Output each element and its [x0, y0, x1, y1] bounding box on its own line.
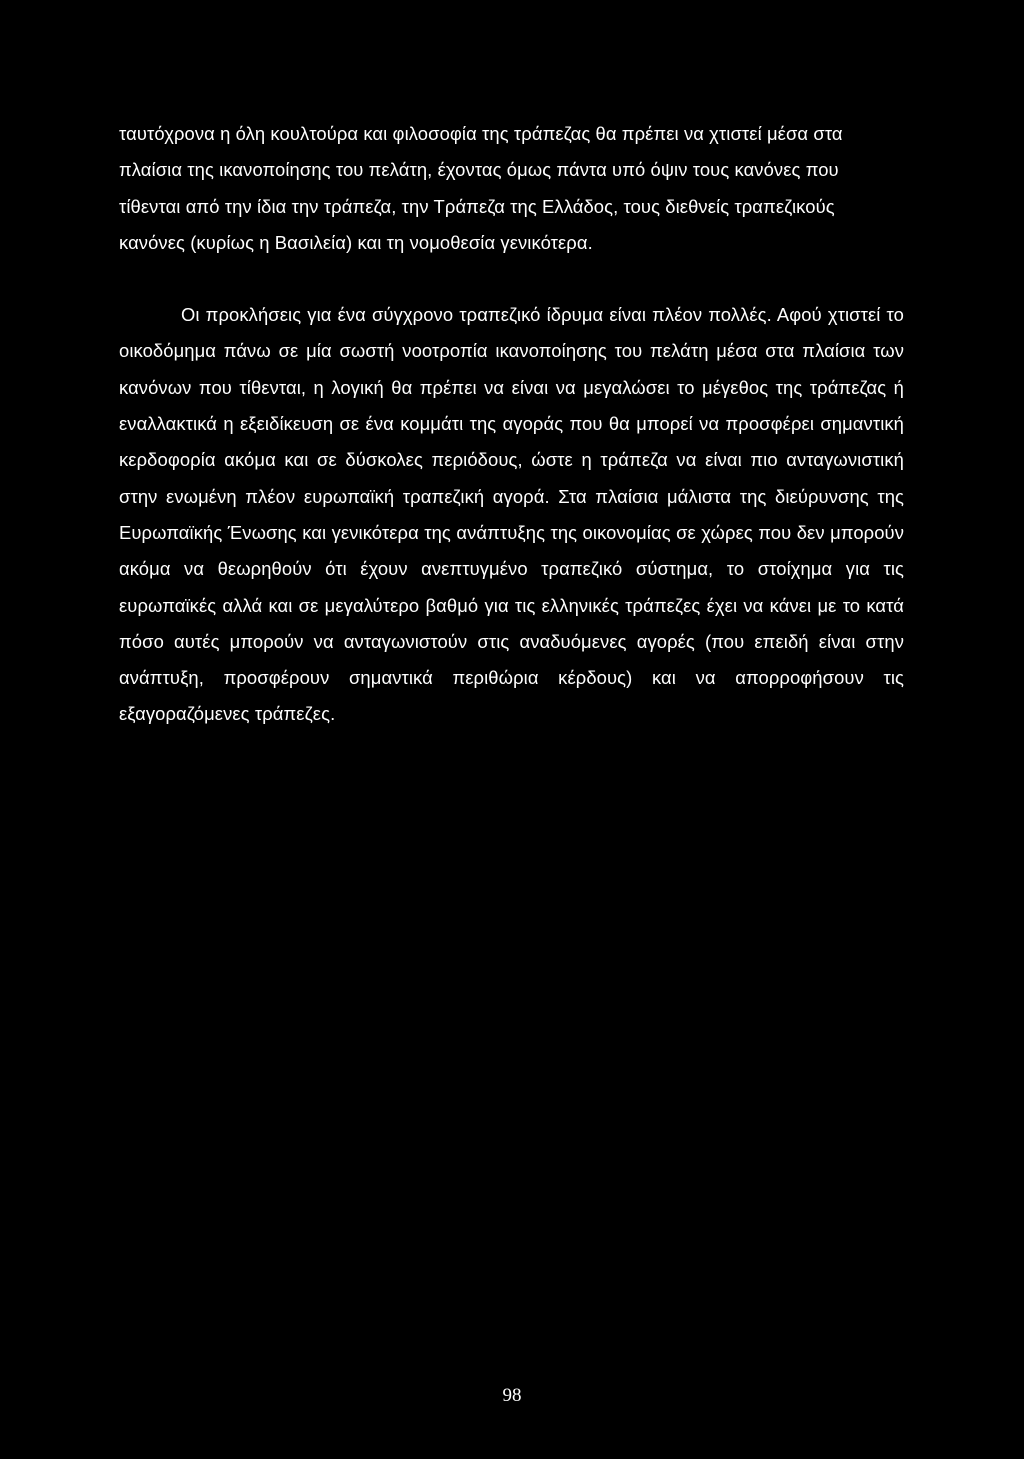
body-text	[119, 116, 904, 733]
paragraph-2-text: Οι προκλήσεις για ένα σύγχρονο τραπεζικό ίδρυμα είναι πλέον πολλές. Αφού χτιστεί το οικοδόμημα πάνω σε μία σωστή νοοτροπία ικανοποίησης του πελάτη μέσα στα πλαίσια των κανόνων που τίθενται, η λογική θα πρέπει να είναι να μεγαλώσει το μέγεθος της τράπεζας ή εναλλακτικά η εξειδίκευση σε ένα κομμάτι της αγοράς που θα μπορεί να προσφέρει σημαντική κερδοφορία ακόμα και σε δύσκολες περιόδους, ώστε η τράπεζα να είναι πιο ανταγωνιστική στην ενωμένη πλέον ευρωπαϊκή τραπεζική αγορά. Στα πλαίσια μάλιστα της διεύρυνσης της Ευρωπαϊκής Ένωσης και γενικότερα της ανάπτυξης της οικονομίας σε χώρες που δεν μπορούν ακόμα να θεωρηθούν ότι έχουν ανεπτυγμένο τραπεζικό σύστημα, το στοίχημα για τις ευρωπαϊκές αλλά και σε μεγαλύτερο βαθμό για τις ελληνικές τράπεζες έχει να κάνει με το κατά πόσο αυτές μπορούν να ανταγωνιστούν στις αναδυόμενες αγορές (που επειδή είναι στην ανάπτυξη, προσφέρουν σημαντικά περιθώρια κέρδους) και να απορροφήσουν τις εξαγοραζόμενες τράπεζες.	[119, 304, 904, 725]
page-number: 98	[502, 1385, 522, 1406]
paragraph-1: ταυτόχρονα η όλη κουλτούρα και φιλοσοφία της τράπεζας θα πρέπει να χτιστεί μέσα στα πλαίσια της ικανοποίησης του πελάτη, έχοντας όμως πάντα υπό όψιν τους κανόνες που τίθενται από την ίδια την τράπεζα, την Τράπεζα της Ελλάδος, τους διεθνείς τραπεζικούς κανόνες (κυρίως η Βασιλεία) και τη νομοθεσία γενικότερα.	[119, 123, 843, 253]
paragraph-2	[119, 297, 904, 733]
